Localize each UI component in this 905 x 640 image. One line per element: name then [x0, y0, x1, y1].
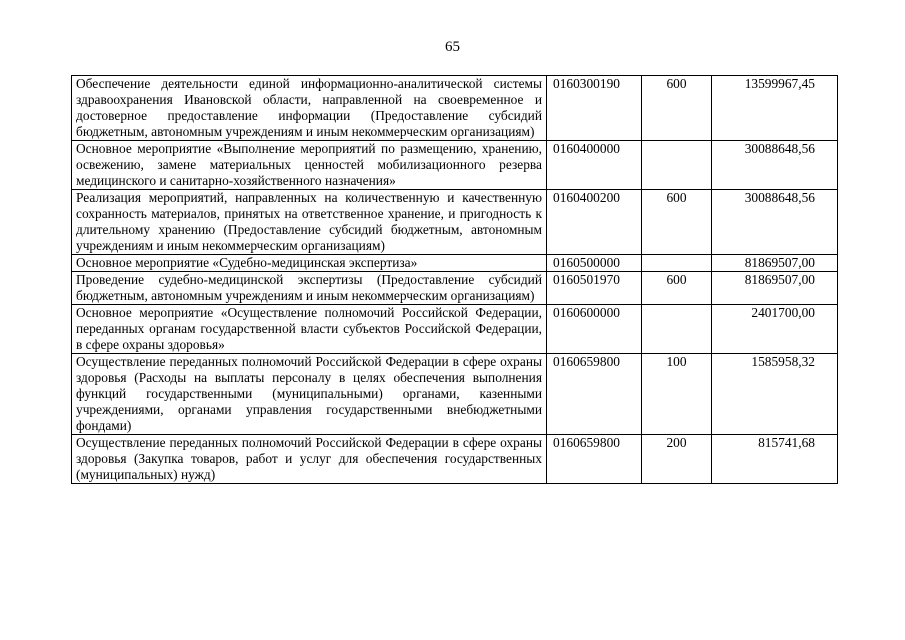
row-target-code: 0160300190 — [547, 76, 642, 141]
table-row — [72, 141, 838, 190]
row-expense-type: 600 — [642, 190, 712, 255]
row-amount: 1585958,32 — [712, 354, 838, 435]
row-description: Проведение судебно-медицинской экспертизы (Предоставление субсидий бюджетным, автономным учреждениям и иным некоммерческим организациям) — [72, 272, 547, 305]
row-target-code: 0160501970 — [547, 272, 642, 305]
row-expense-type: 100 — [642, 354, 712, 435]
row-expense-type — [642, 305, 712, 354]
row-expense-type: 200 — [642, 435, 712, 484]
row-description: Основное мероприятие «Выполнение мероприятий по размещению, хранению, освежению, замене материальных ценностей мобилизационного резерва медицинского и санитарно-хозяйственного назначения» — [72, 141, 547, 190]
row-description: Основное мероприятие «Осуществление полномочий Российской Федерации, переданных органам государственной власти субъектов Российской Федерации, в сфере охраны здоровья» — [72, 305, 547, 354]
row-description: Осуществление переданных полномочий Российской Федерации в сфере охраны здоровья (Закупка товаров, работ и услуг для обеспечения государственных (муниципальных) нужд) — [72, 435, 547, 484]
table-row — [72, 255, 838, 272]
row-amount: 81869507,00 — [712, 255, 838, 272]
row-description: Обеспечение деятельности единой информационно-аналитической системы здравоохранения Ивановской области, направленной на своевременное и достоверное предоставление информации (Предоставление субсидий бюджетным, автономным учреждениям и иным некоммерческим организациям) — [72, 76, 547, 141]
row-target-code: 0160600000 — [547, 305, 642, 354]
row-expense-type — [642, 255, 712, 272]
row-description: Основное мероприятие «Судебно-медицинская экспертиза» — [72, 255, 547, 272]
row-expense-type: 600 — [642, 76, 712, 141]
row-target-code: 0160400200 — [547, 190, 642, 255]
table-row — [72, 190, 838, 255]
row-expense-type: 600 — [642, 272, 712, 305]
budget-table — [71, 75, 838, 484]
row-amount: 13599967,45 — [712, 76, 838, 141]
row-amount: 30088648,56 — [712, 190, 838, 255]
row-amount: 81869507,00 — [712, 272, 838, 305]
row-description: Реализация мероприятий, направленных на количественную и качественную сохранность материалов, принятых на ответственное хранение, и пригодность к длительному хранению (Предоставление субсидий бюджетным, автономным учреждениям и иным некоммерческим организациям) — [72, 190, 547, 255]
table-row — [72, 272, 838, 305]
row-target-code: 0160659800 — [547, 435, 642, 484]
row-target-code: 0160659800 — [547, 354, 642, 435]
row-amount: 30088648,56 — [712, 141, 838, 190]
table-row — [72, 354, 838, 435]
page-number: 65 — [445, 39, 460, 55]
table-row — [72, 76, 838, 141]
row-target-code: 0160400000 — [547, 141, 642, 190]
row-description: Осуществление переданных полномочий Российской Федерации в сфере охраны здоровья (Расходы на выплаты персоналу в целях обеспечения выполнения функций государственными (муниципальными) органами, казенными учреждениями, органами управления государственными внебюджетными фондами) — [72, 354, 547, 435]
row-amount: 2401700,00 — [712, 305, 838, 354]
row-target-code: 0160500000 — [547, 255, 642, 272]
row-amount: 815741,68 — [712, 435, 838, 484]
table-row — [72, 435, 838, 484]
row-expense-type — [642, 141, 712, 190]
table-row — [72, 305, 838, 354]
